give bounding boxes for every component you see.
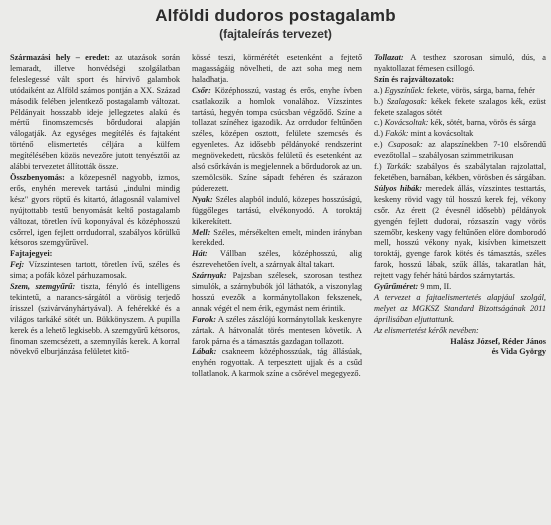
features-heading: Fajtajegyei: (10, 249, 53, 259)
document-title: Alföldi dudoros postagalamb (155, 6, 396, 25)
color-item-name: Kovácsoltak: (384, 118, 429, 128)
paragraph-plumage (374, 53, 546, 75)
neck-label: Nyak: (192, 194, 213, 204)
text-column-2 (192, 53, 362, 380)
color-item-letter: f.) (374, 162, 382, 172)
authors-intro: Az elismertetést kérők nevében: (374, 325, 479, 335)
paragraph-head (10, 260, 180, 282)
back-text: Vállban széles, középhosszú, alig észrevehetően ívelt, a szárnyak által takart. (192, 249, 362, 270)
overall-label: Összbenyomás: (10, 172, 65, 182)
color-item-text: kékek fekete szalagos kék, ezüst fekete szalagos sötét (374, 96, 546, 117)
paragraph-note: A tervezet a fajtaelismertetés alapjául szolgál, melyet az MGKSZ Standard Bizottságának 2011 áprilisában eljuttattunk. (374, 292, 546, 324)
color-item (374, 118, 546, 129)
paragraph-overall (10, 173, 180, 249)
color-item-text: szabályos és szabálytalan rajzolattal, feketében, barnában, kékben, vörösben és sárgában. (374, 162, 547, 182)
document-subtitle: (fajtaleírás tervezet) (219, 27, 332, 41)
plumage-label: Tollazat: (374, 53, 404, 62)
wings-text: Pajzsban szélesek, szorosan testhez simulók, a szárnybubók jól láthatók, a viszonylag hosszú evezők a kormánytollakon fekszenek, annak végét el nem érik, egymást nem érintik. (192, 271, 363, 313)
color-item-letter: d.) (374, 129, 383, 139)
paragraph-neck (192, 195, 362, 228)
eye-label: Szem, szemgyűrű: (10, 282, 76, 292)
paragraph-back (192, 249, 362, 271)
color-item (374, 140, 546, 162)
paragraph-ring (374, 282, 546, 293)
color-item-letter: e.) (374, 140, 383, 150)
tail-label: Farok: (192, 314, 216, 324)
tail-text: A széles zászlójú kormánytollak keskenyre zártak. A hátvonalát törés mentesen követik. A farok párna és a támasztás gazdagan tollazott. (192, 314, 362, 346)
color-item (374, 97, 546, 119)
paragraph-legs (192, 347, 362, 380)
color-item (374, 86, 546, 97)
beak-text: Középhosszú, vastag és erős, enyhe ívben csatlakozik a homlok vonalához. Vízszintes tartású, hegyén tompa csúcsban végződő. Színe a tollazat színéhez igazodik. Az orrdudor feltűnően széles, középen osztott, felülete szemcsés és egyenletes. Az idősebb példányoké rendszerint megnövekedett, rücskös felületű és esetenként az alsó csőrkáván is megjelennek a bőrdudorok az un. szemölcsök. Színe sápadt fehéren és szárazon púderezett. (192, 85, 363, 193)
faults-label: Súlyos hibák: (374, 183, 423, 193)
legs-text: csakneem középhosszúak, tág állásúak, enyhén rogyottak. A terpesztett ujjak és a csűd tollatlanok. A karmok színe a csőrével megegyező. (192, 347, 362, 379)
wings-label: Szárnyak: (192, 271, 227, 281)
back-label: Hát: (192, 249, 208, 259)
legs-label: Lábak: (192, 347, 217, 357)
paragraph-eye-continued: kössé teszi, körmérétét esetenként a fejtető magasságáig növelheti, de azt soha meg nem haladhatja. (192, 53, 362, 84)
text-column-3 (374, 53, 546, 358)
paragraph-faults (374, 184, 546, 282)
origin-label: Származási hely – eredet: (10, 53, 110, 62)
color-item-letter: a.) (374, 85, 383, 95)
paragraph-beak (192, 86, 362, 195)
author-line-2: és Vida György (491, 347, 546, 357)
color-item (374, 129, 546, 140)
paragraph-origin (10, 53, 180, 173)
color-item-letter: c.) (374, 118, 383, 128)
head-text: Vízszintesen tartott, töretlen ívű, széles és sima; a pofák közel párhuzamosak. (10, 260, 180, 281)
overall-text: a közepesnél nagyobb, izmos, erős, enyhén merevek tartású „indulni mindig kész" gyors röptű és kitartó, átlagosnál valamivel nyújtottabb testű benyomását keltő postagalamb változat, töretlen ívű koponyával és középhosszú csőrrel, igen fejlett orrdudorral, szabályos kőrülkű kétsoros szemgyűrűvel. (10, 172, 180, 248)
color-item-name: Fakók: (385, 129, 409, 139)
color-item-text: kék, sötét, barna, vörös és sárga (430, 118, 536, 128)
neck-text: Széles alapból induló, közepes hosszúságú, függőleges tartású, elvékonyodó. A toroktáj kikerekített. (192, 194, 362, 226)
color-item-text: az alapszínekben 7-10 elsőrendű evezőtollal – szabályosan szimmetrikusan (374, 140, 547, 161)
author-line-1: Halász József, Réder János (450, 336, 546, 346)
paragraph-chest (192, 228, 362, 250)
head-label: Fej: (10, 260, 25, 270)
origin-text: az utazások során lemaradt, illetve honvédségi szolgálatban feleslegessé vált sport és hírvivő galambok utódaiként az Alföld számos pontján a XX. Század második felében jelentkező postagalamb változat. Példányait hosszabb ideje jellegzetes alakú és mértű finomszemcsés bőrdudorai alapján válogatják. Az egységes megítélés és fajtaként történő elismertetés céljára a külfem megítélésében közös nevezőre jutott tenyésztői az alábbi tervezetet állították össze. (10, 53, 181, 172)
color-item-name: Szalagosak: (386, 96, 428, 106)
faults-text: meredek állás, vízszintes testtartás, keskeny rövid vagy túl hosszú kerek fej, vékony csőr. Az érett (2 évesnél idősebb) példányok gyengén fejlett dudorai, rózsaszín vagy vörös szemőbr, keskeny vagy feltűnően elöre domborodó mell, hosszú vékony nyak, kisívben kimetszett toroktáj, gyenge farok kötés és támasztás, széles farok, hosszú lábak, szűk állás, takaratlan hát, rejtett vagy fehér hátú bárdos szárnytartás. (374, 183, 547, 281)
chest-label: Mell: (192, 227, 211, 237)
ring-label: Gyűrűméret: (374, 282, 419, 292)
color-item-text: mint a kovácsoltak (410, 129, 474, 139)
chest-text: Széles, mérsékelten emelt, minden irányban kerekded. (192, 227, 362, 248)
paragraph-tail (192, 315, 362, 348)
paragraph-eye (10, 282, 180, 358)
color-item-name: Csaposak: (387, 140, 423, 150)
color-item-name: Egyszínűek: (384, 85, 425, 95)
eye-text: tiszta, fényló és intelligens tekintetű, a narancs-sárgától a vörösig terjedő írisszel (szivárványhártyával). A fehérekké és a világos tarkáké sötét un. Bükkönyszem. A pupilla kerek és a lehető legkisebb. A szemgyűrű kétsoros, finoman szemcsézett, a szemnyílás kerek. A korral növekvő elburjánzása felületet kitő- (10, 282, 180, 357)
ring-text: 9 mm, II. (420, 282, 452, 292)
color-item-name: Tarkák: (386, 162, 412, 172)
text-column-1 (10, 53, 180, 358)
beak-label: Csőr: (192, 85, 211, 95)
color-item (374, 162, 546, 184)
plumage-text: A testhez szorosan simuló, dús, a nyaktollazat fémesen csillogó. (374, 53, 546, 73)
paragraph-wings (192, 271, 362, 315)
color-item-letter: b.) (374, 96, 383, 106)
color-item-text: fekete, vörös, sárga, barna, fehér (426, 85, 535, 95)
colors-heading: Szín és rajzváltozatok: (374, 74, 455, 84)
